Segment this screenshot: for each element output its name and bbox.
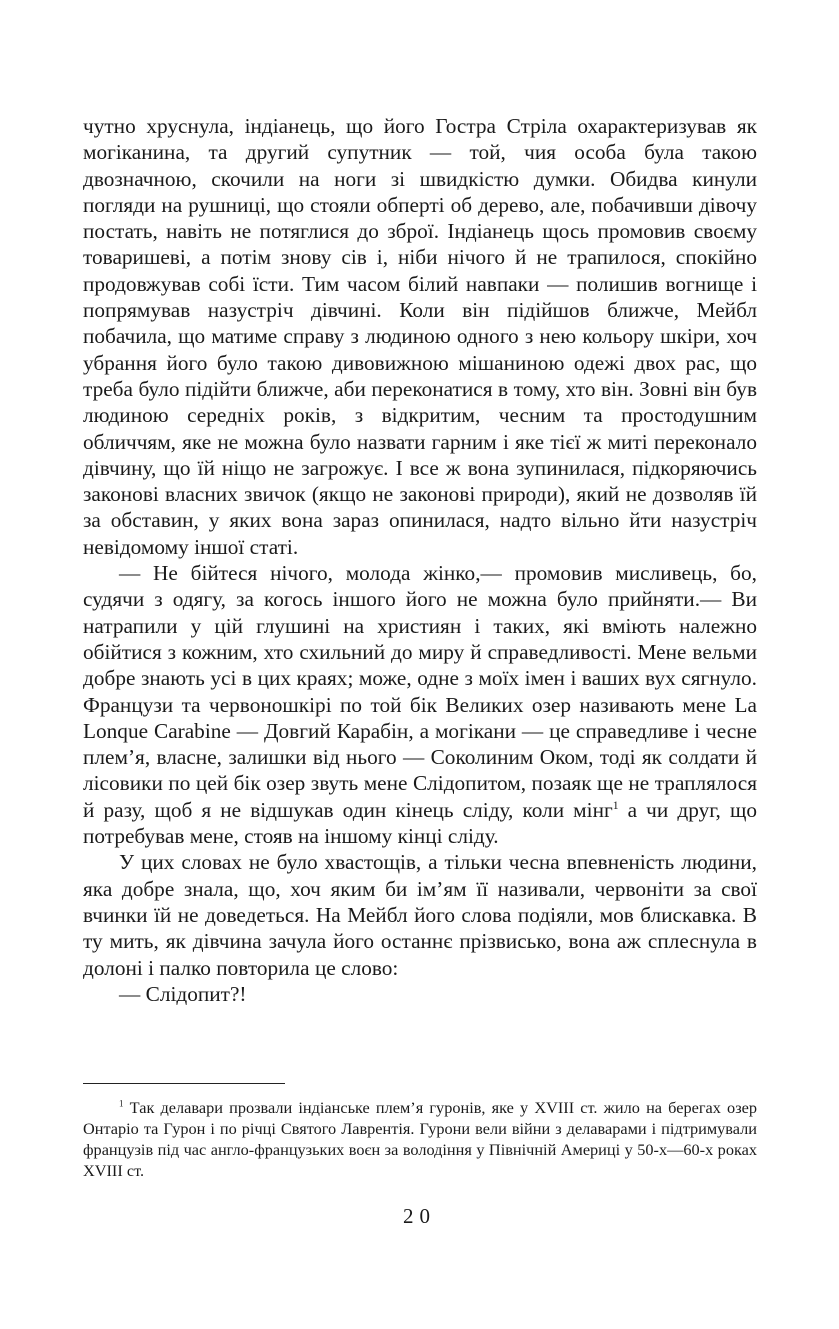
footnote-reference: 1	[612, 798, 619, 812]
paragraph-4: — Слідопит?!	[119, 981, 247, 1006]
main-text	[83, 113, 757, 1007]
footnote	[83, 1097, 757, 1181]
footnote-text: Так делавари прозвали індіанське плем’я гуронів, яке у XVIII ст. жило на берегах озер Онтаріо та Гурон і по річці Святого Лаврентія. Гурони вели війни з делаварами і підтримували французів під час англо-французьких воєн за володіння у Північній Америці у 50-х—60-х роках XVIII ст.	[83, 1098, 757, 1180]
page-number: 20	[403, 1204, 436, 1228]
paragraph-2-text-a: — Не бійтеся нічого, молода жінко,— промовив мисливець, бо, судячи з одягу, за когось іншого його не можна було прийняти.— Ви натрапили у цій глушині на християн і таких, які вміють належно обійтися з кожним, хто схильний до миру й справедливості. Мене вельми добре знають усі в цих краях; може, одне з моїх імен і ваших вух сягнуло. Французи та червоношкірі по той бік Великих озер називають мене La Lonque Carabine — Довгий Карабін, а могікани — це справедливе і чесне плем’я, власне, залишки від нього — Соколиним Оком, тоді як солдати й лісовики по цей бік озер звуть мене Слідопитом, позаяк ще не траплялося й разу, щоб я не відшукав один кінець сліду, коли мінг	[83, 561, 757, 822]
paragraph-2-text-b: а чи друг, що потребував мене, стояв на іншому кінці сліду.	[83, 797, 757, 849]
paragraph-3: У цих словах не було хвастощів, а тільки чесна впевненість людини, яка добре знала, що, хоч яким би ім’ям її називали, червоніти за свої вчинки їй не доведеться. На Мейбл його слова подіяли, мов блискавка. В ту мить, як дівчина зачула його останнє прізвисько, вона аж сплеснула в долоні і палко повторила це слово:	[83, 850, 757, 980]
paragraph-1: чутно хруснула, індіанець, що його Гостра Стріла охарактеризував як могіканина, та другий супутник — той, чия особа була такою двозначною, скочили на ноги зі швидкістю думки. Обидва кинули погляди на рушниці, що стояли обперті об дерево, але, побачивши дівочу постать, навіть не потяглися до зброї. Індіанець щось промовив своєму товаришеві, а потім знову сів і, ніби нічого й не трапилося, спокійно продовжував собі їсти. Тим часом білий навпаки — полишив вогнище і попрямував назустріч дівчині. Коли він підійшов ближче, Мейбл побачила, що матиме справу з людиною одного з нею кольору шкіри, хоч убрання його було такою дивовижною мішаниною одежі двох рас, що треба було підійти ближче, аби переконатися в тому, хто він. Зовні він був людиною середніх років, з відкритим, чесним та простодушним обличчям, яке не можна було назвати гарним і яке тієї ж миті переконало дівчину, що їй ніщо не загрожує. І все ж вона зупинилася, підкоряючись законові власних звичок (якщо не законові природи), який не дозволяв їй за обставин, у яких вона зараз опинилася, надто вільно йти назустріч невідомому іншої статі.	[83, 114, 757, 559]
footnote-number: 1	[119, 1098, 124, 1109]
paragraph-2	[83, 560, 757, 849]
footnote-divider	[83, 1083, 285, 1084]
